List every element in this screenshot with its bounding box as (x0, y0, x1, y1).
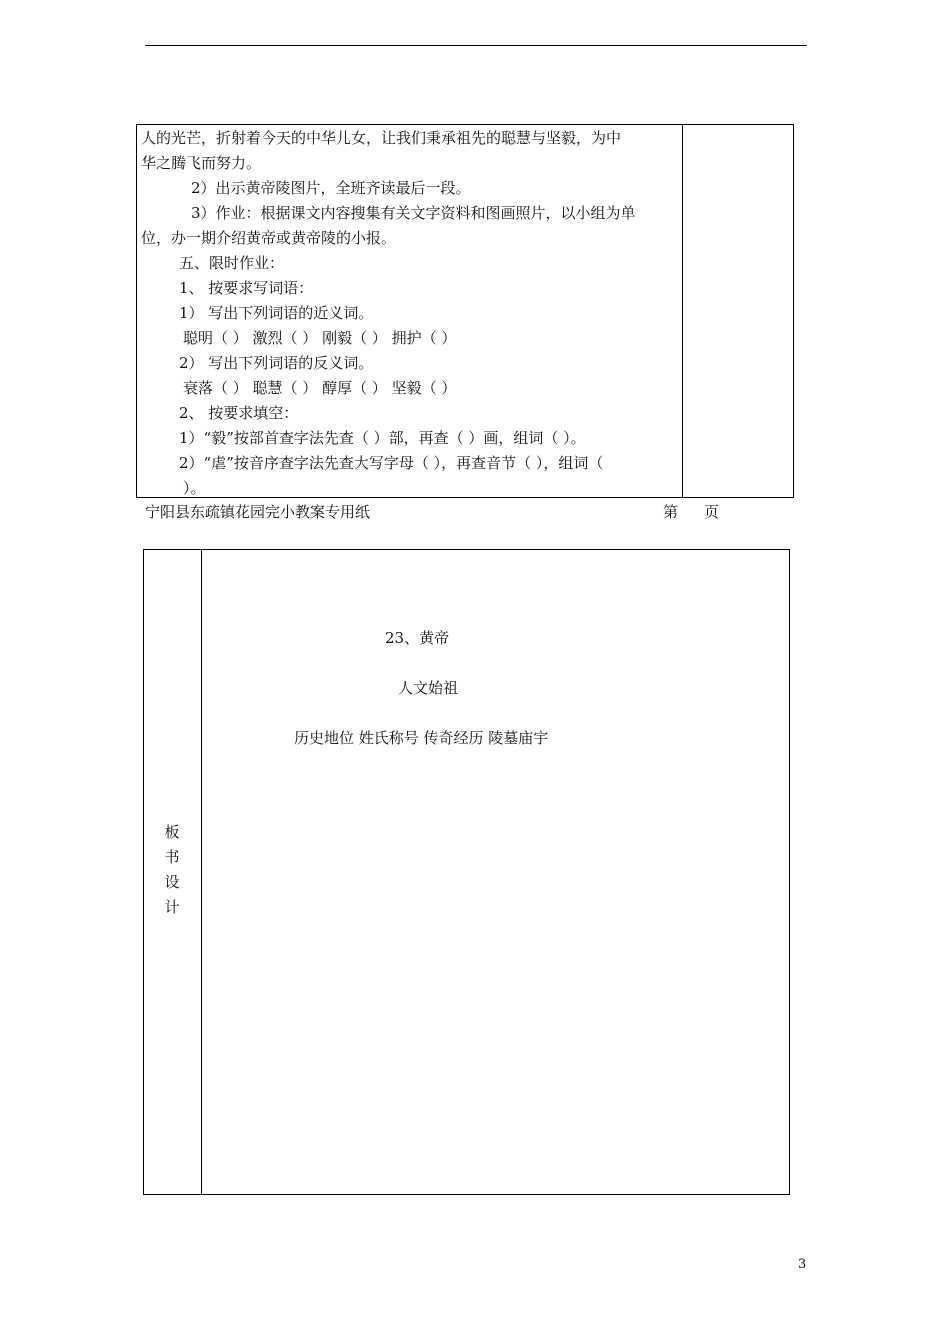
school-footer: 宁阳县东疏镇花园完小教案专用纸 (145, 503, 371, 521)
text-line: 2、 按要求填空： (179, 404, 299, 422)
column-divider (201, 550, 202, 1194)
board-subtitle: 人文始祖 (398, 679, 459, 697)
text-line: 华之腾飞而努力。 (141, 154, 262, 172)
text-line: 3）作业：根据课文内容搜集有关文字资料和图画照片，以小组为单 (191, 204, 636, 222)
text-line: 1） 写出下列词语的近义词。 (179, 304, 374, 322)
text-line: ）。 (183, 479, 206, 497)
label-char: 板 (164, 823, 180, 841)
text-line: 人的光芒，折射着今天的中华儿女，让我们秉承祖先的聪慧与坚毅，为中 (141, 129, 622, 147)
board-design-label (160, 820, 184, 920)
page-number: 3 (798, 1257, 807, 1272)
label-char: 书 (164, 848, 180, 866)
board-items: 历史地位 姓氏称号 传奇经历 陵墓庙宇 (294, 729, 549, 747)
label-char: 计 (164, 898, 180, 916)
text-line: 1、 按要求写词语： (179, 279, 314, 297)
text-line: 位，办一期介绍黄帝或黄帝陵的小报。 (141, 229, 397, 247)
header-rule (145, 45, 807, 46)
page-footer (663, 502, 719, 522)
section-heading: 五、限时作业： (179, 254, 285, 272)
lesson-plan-table (136, 124, 794, 498)
word-exercise-line: 聪明（ ） 激烈（ ） 刚毅（ ） 拥护（ ） (183, 329, 457, 347)
page-label-first: 第 (663, 503, 679, 521)
fill-blank-line: 2）“虐”按音序查字法先查大写字母（ ），再查音节（ ），组词（ (179, 454, 604, 472)
label-char: 设 (164, 873, 180, 891)
text-line: 2）出示黄帝陵图片，全班齐读最后一段。 (191, 179, 471, 197)
page-label-last: 页 (704, 503, 720, 521)
board-title: 23、黄帝 (385, 629, 450, 647)
word-exercise-line: 衰落（ ） 聪慧（ ） 醇厚（ ） 坚毅（ ） (183, 379, 457, 397)
column-divider (682, 125, 683, 497)
text-line: 2） 写出下列词语的反义词。 (179, 354, 374, 372)
board-design-table (143, 549, 790, 1195)
fill-blank-line: 1）“毅”按部首查字法先查（ ）部，再查（ ）画，组词（ ）。 (179, 429, 586, 447)
